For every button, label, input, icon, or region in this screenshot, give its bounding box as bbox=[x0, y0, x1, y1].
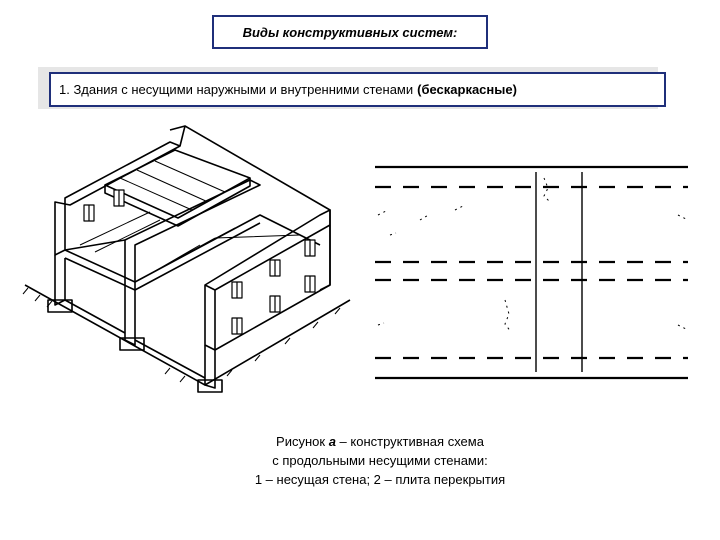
caption-letter: а bbox=[328, 434, 336, 449]
caption-line-2: с продольными несущими стенами: bbox=[272, 453, 488, 468]
building-isometric bbox=[23, 126, 350, 392]
rear-wall-top bbox=[180, 126, 185, 146]
floor-slab-top-thickness bbox=[105, 178, 250, 226]
rear-wall bbox=[170, 126, 330, 290]
inner-partition bbox=[65, 240, 125, 250]
floor-slab-mid bbox=[65, 215, 320, 282]
slab-joints-top bbox=[120, 161, 225, 210]
floor-slab-mid-under bbox=[65, 223, 260, 290]
ground-line bbox=[25, 285, 350, 385]
subtitle-text: 1. Здания с несущими наружными и внутренними стенами bbox=[59, 82, 414, 97]
plan-view bbox=[375, 167, 688, 378]
subtitle-bold-text: (бескаркасные) bbox=[417, 82, 517, 97]
caption-prefix: Рисунок bbox=[276, 434, 329, 449]
lower-left-wall bbox=[55, 255, 65, 305]
slide-title: Виды конструктивных систем: bbox=[242, 24, 458, 40]
caption-line-1 bbox=[200, 432, 560, 451]
floor-slab-top bbox=[105, 150, 250, 218]
slab-joints-mid bbox=[80, 212, 300, 274]
caption-suffix: – конструктивная схема bbox=[335, 434, 484, 449]
plan-breaks bbox=[378, 178, 686, 332]
figure-caption bbox=[200, 432, 560, 489]
ground-hatch bbox=[23, 288, 340, 382]
caption-line-3: 1 – несущая стена; 2 – плита перекрытия bbox=[254, 472, 506, 487]
windows bbox=[84, 190, 315, 334]
